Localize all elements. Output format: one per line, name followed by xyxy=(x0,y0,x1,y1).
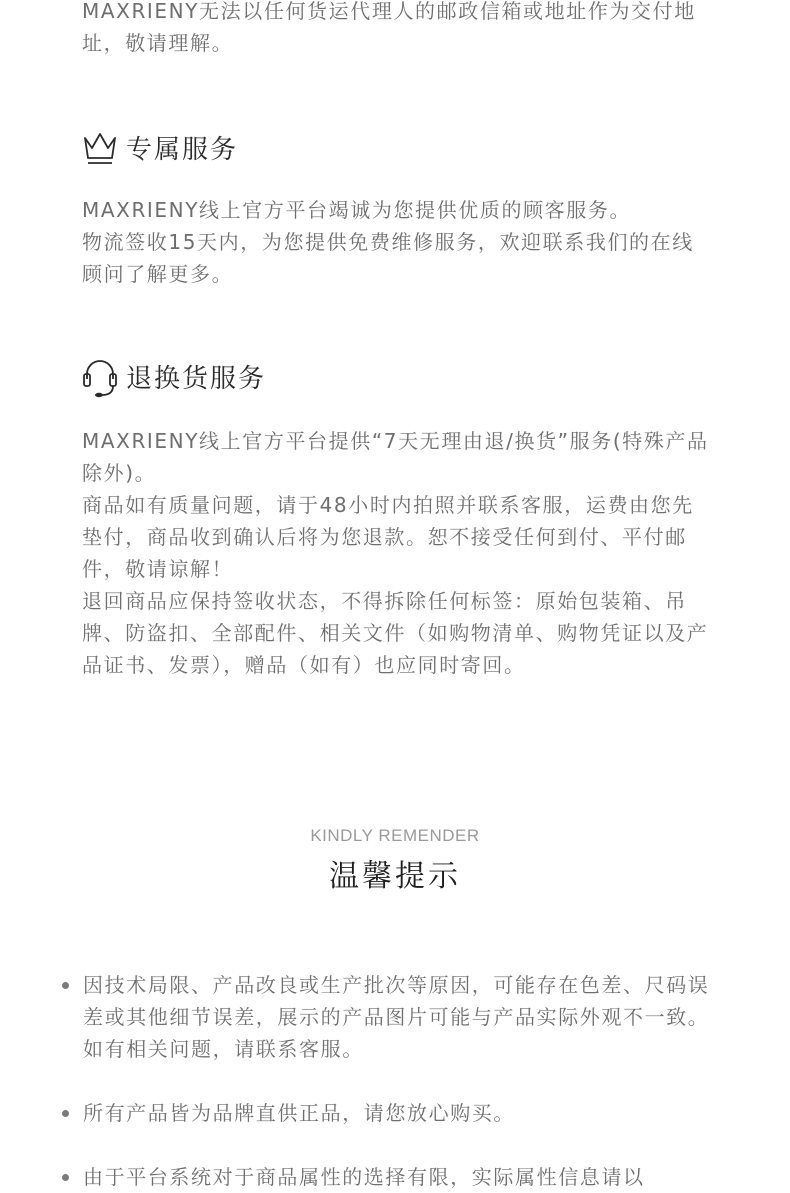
list-item-text: 由于平台系统对于商品属性的选择有限，实际属性信息请以 xyxy=(83,1165,645,1189)
reminder-title: 温馨提示 xyxy=(329,859,461,894)
list-item xyxy=(62,969,712,1065)
bullet-dot xyxy=(62,982,69,989)
returns-paragraph: 商品如有质量问题，请于48小时内拍照并联系客服，运费由您先垫付，商品收到确认后将为您退款。恕不接受任何到付、平付邮件，敬请谅解！ xyxy=(82,493,694,581)
bullet-dot xyxy=(62,1174,69,1181)
service-paragraph: 物流签收15天内，为您提供免费维修服务，欢迎联系我们的在线顾问了解更多。 xyxy=(82,230,694,286)
crown-icon xyxy=(82,130,118,166)
service-heading xyxy=(82,129,238,166)
service-paragraph: MAXRIENY线上官方平台竭诚为您提供优质的顾客服务。 xyxy=(82,198,632,222)
list-item-text: 因技术局限、产品改良或生产批次等原因，可能存在色差、尺码误差或其他细节误差，展示的产品图片可能与产品实际外观不一致。如有相关问题，请联系客服。 xyxy=(83,973,710,1061)
returns-paragraph: MAXRIENY线上官方平台提供“7天无理由退/换货”服务(特殊产品除外)。 xyxy=(82,429,709,485)
returns-body xyxy=(82,425,712,681)
service-title: 专属服务 xyxy=(126,135,239,165)
list-item-text: 所有产品皆为品牌直供正品，请您放心购买。 xyxy=(83,1101,515,1125)
bullet-dot xyxy=(62,1110,69,1117)
returns-paragraph: 退回商品应保持签收状态，不得拆除任何标签：原始包装箱、吊牌、防盗扣、全部配件、相关文件（如购物清单、购物凭证以及产品证书、发票），赠品（如有）也应同时寄回。 xyxy=(82,589,709,677)
delivery-note-text: MAXRIENY无法以任何货运代理人的邮政信箱或地址作为交付地址，敬请理解。 xyxy=(82,0,696,55)
service-body xyxy=(82,194,712,290)
delivery-note xyxy=(82,0,712,59)
returns-heading xyxy=(82,358,266,395)
returns-title: 退换货服务 xyxy=(126,364,267,394)
list-item xyxy=(62,1161,712,1193)
headset-icon xyxy=(82,359,118,395)
reminder-subtitle-en: KINDLY REMENDER xyxy=(310,826,480,845)
list-item xyxy=(62,1097,712,1129)
